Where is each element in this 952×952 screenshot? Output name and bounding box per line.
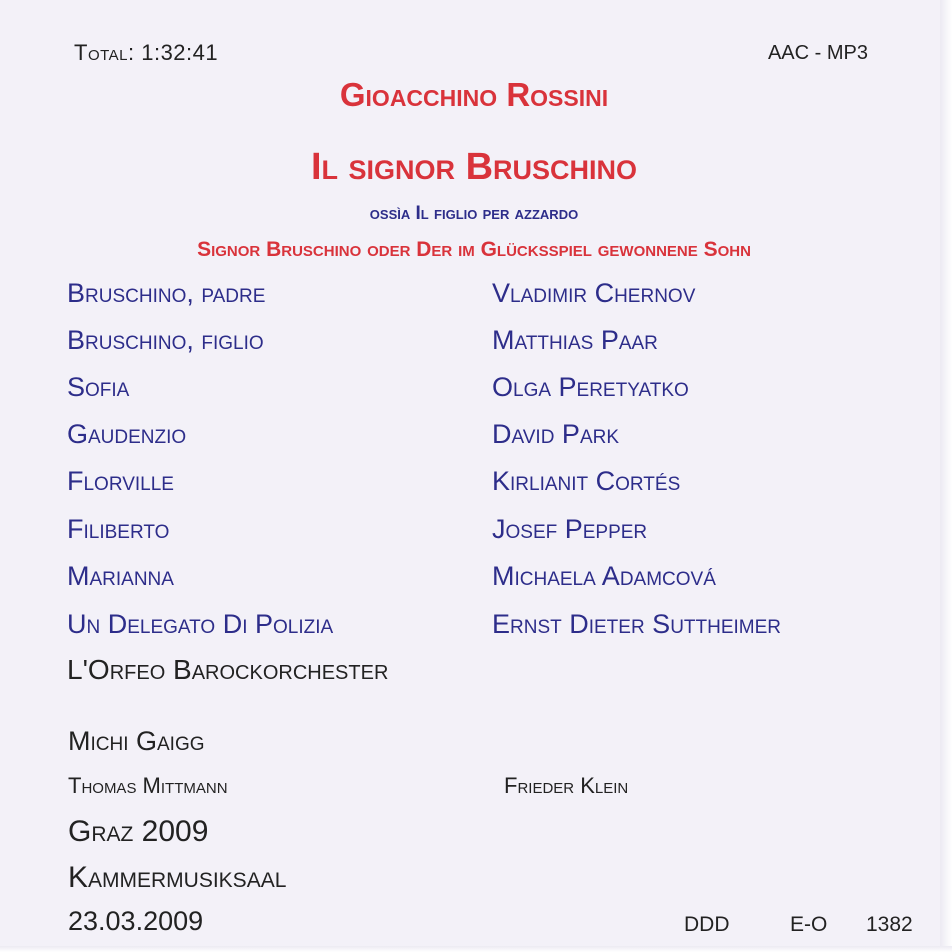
cast-role: Bruschino, figlio (67, 325, 264, 355)
cast-role: Sofia (67, 372, 130, 402)
total-duration: Total: 1:32:41 (74, 40, 219, 65)
composer-name: Gioacchino Rossini (339, 76, 609, 113)
cast-singer: Matthias Paar (492, 325, 658, 355)
opera-title: Il signor Bruschino (310, 146, 638, 188)
orchestra-name: L'Orfeo Barockorchester (67, 654, 389, 685)
recording-venue: Kammermusiksaal (68, 861, 287, 894)
cast-singer: Ernst Dieter Suttheimer (492, 609, 782, 639)
opera-subtitle-german: Signor Bruschino oder Der im Glücksspiel gewonnene Sohn (197, 238, 751, 261)
conductor-name: Michi Gaigg (68, 726, 205, 756)
cast-role: Filiberto (67, 514, 170, 544)
cast-singer: Michaela Adamcová (492, 561, 716, 591)
scan-edge-right (940, 0, 952, 952)
catalog-number: 1382 (866, 913, 913, 936)
opera-subtitle: ossìa Il figlio per azzardo (369, 203, 579, 224)
recording-city-year: Graz 2009 (68, 815, 209, 848)
cast-role: Un Delegato Di Polizia (67, 609, 334, 639)
cast-singer: Olga Peretyatko (492, 372, 689, 402)
credit-right: Frieder Klein (504, 773, 629, 798)
cast-singer: David Park (492, 419, 620, 449)
cast-singer: Josef Pepper (492, 514, 648, 544)
cast-role: Florville (67, 466, 174, 496)
cast-role: Marianna (67, 561, 174, 591)
audio-format: AAC - MP3 (767, 42, 868, 64)
credit-left: Thomas Mittmann (68, 773, 228, 798)
label-code: E-O (790, 913, 828, 936)
cast-singer: Vladimir Chernov (492, 278, 696, 308)
tech-code: DDD (684, 913, 730, 936)
cast-singer: Kirlianit Cortés (492, 466, 681, 496)
recording-date: 23.03.2009 (68, 906, 204, 936)
cast-role: Bruschino, padre (67, 278, 266, 308)
scan-edge-bottom (0, 946, 952, 952)
cast-role: Gaudenzio (67, 419, 187, 449)
